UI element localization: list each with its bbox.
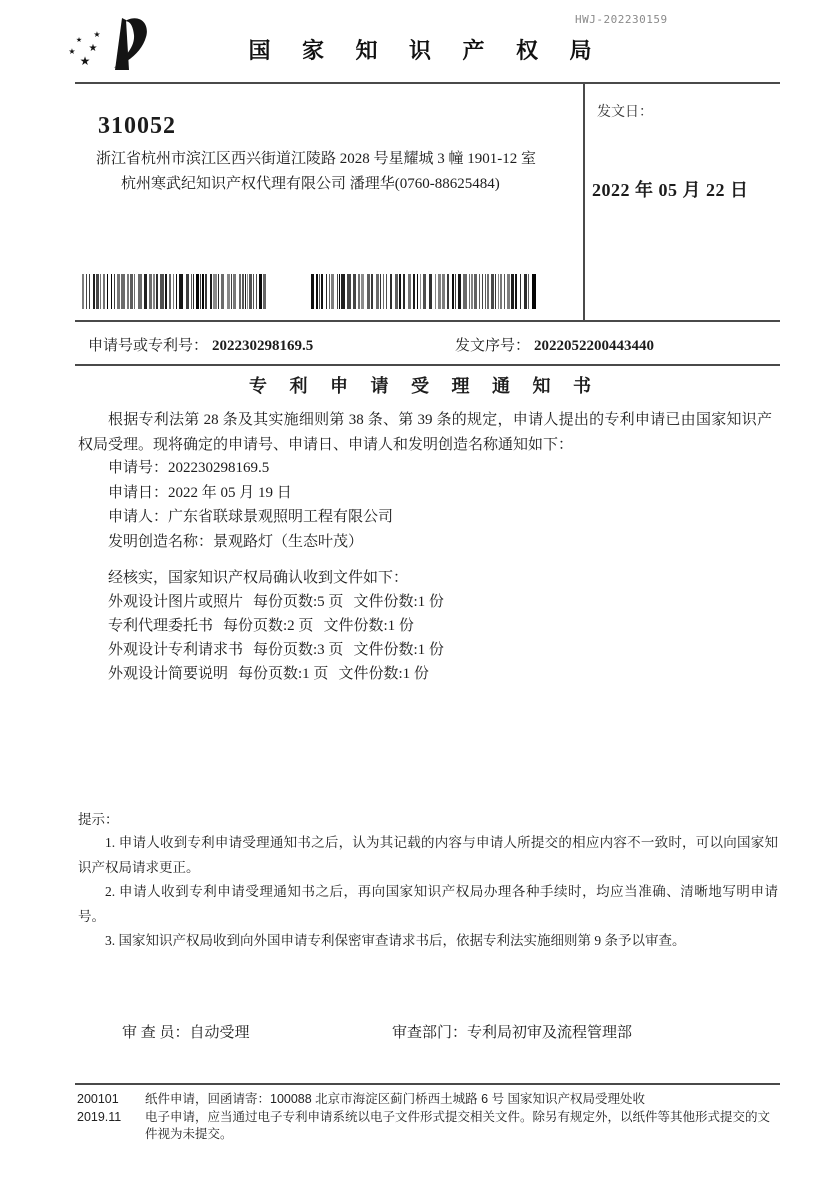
received-document-row <box>108 638 444 662</box>
footer-divider <box>75 1083 780 1085</box>
recipient-postal-code: 310052 <box>98 113 176 139</box>
department-label: 审查部门： <box>392 1025 468 1041</box>
received-documents-section <box>108 566 444 686</box>
document-name: 外观设计图片或照片 <box>108 594 244 610</box>
field-label: 申请号： <box>108 460 169 476</box>
tip-item-2: 2. 申请人收到专利申请受理通知书之后，再向国家知识产权局办理各种手续时，均应当准确、清晰地写明申请号。 <box>78 884 778 924</box>
document-copies: 文件份数:1 份 <box>353 594 444 610</box>
recipient-address-line2: 杭州寒武纪知识产权代理有限公司 潘理华(0760-88625484) <box>121 176 500 192</box>
date-box-divider <box>583 82 585 320</box>
footer-electronic-filing-line: 电子申请，应当通过电子专利申请系统以电子文件形式提交相关文件。除另有规定外，以纸件等其他形式提交的文件视为未提交。 <box>145 1109 771 1141</box>
field-application-date <box>108 481 393 506</box>
footer-form-date: 2019.11 <box>77 1109 122 1124</box>
field-value: 景观路灯（生态叶茂） <box>213 533 364 550</box>
field-value: 202230298169.5 <box>168 460 270 476</box>
svg-text:★: ★ <box>75 36 83 44</box>
svg-text:★: ★ <box>79 54 91 68</box>
document-copies: 文件份数:1 份 <box>323 618 414 634</box>
reference-divider <box>75 364 780 366</box>
field-invention-title <box>108 530 393 555</box>
dispatch-serial-value: 2022052200443440 <box>534 338 655 354</box>
document-reference-number: HWJ-202230159 <box>575 13 668 26</box>
dispatch-serial-label: 发文序号： <box>455 338 531 354</box>
application-number-value: 202230298169.5 <box>212 338 314 354</box>
footer-form-code: 200101 <box>77 1092 119 1106</box>
header-divider <box>75 82 780 84</box>
field-value: 广东省联球景观照明工程有限公司 <box>168 509 394 525</box>
field-application-number <box>108 456 393 481</box>
issue-date-label: 发文日： <box>597 105 653 120</box>
document-pages: 每份页数:2 页 <box>223 618 314 634</box>
document-pages: 每份页数:1 页 <box>238 666 329 682</box>
recipient-address-line1: 浙江省杭州市滨江区西兴街道江陵路 2028 号星耀城 3 幢 1901-12 室 <box>96 151 536 167</box>
field-label: 发明创造名称： <box>108 533 214 550</box>
document-pages: 每份页数:3 页 <box>253 642 344 658</box>
document-name: 外观设计简要说明 <box>108 666 229 682</box>
svg-text:★: ★ <box>68 47 76 56</box>
document-pages: 每份页数:5 页 <box>253 594 344 610</box>
department-value: 专利局初审及流程管理部 <box>467 1025 633 1041</box>
svg-text:★: ★ <box>88 43 98 54</box>
application-number-label: 申请号或专利号： <box>88 338 209 354</box>
received-document-row <box>108 662 444 686</box>
barcode-1 <box>82 274 270 309</box>
document-name: 外观设计专利请求书 <box>108 642 244 658</box>
notice-intro-paragraph: 根据专利法第 28 条及其实施细则第 38 条、第 39 条的规定，申请人提出的专利申请已由国家知识产权局受理。现将确定的申请号、申请日、申请人和发明创造名称通知如下： <box>78 412 772 453</box>
application-fields <box>108 456 393 554</box>
barcode-2 <box>311 274 538 309</box>
tip-item-1: 1. 申请人收到专利申请受理通知书之后，认为其记载的内容与申请人所提交的相应内容不一致时，可以向国家知识产权局请求更正。 <box>78 835 778 875</box>
examiner-value: 自动受理 <box>189 1025 250 1041</box>
field-value: 2022 年 05 月 19 日 <box>168 484 292 501</box>
agency-title: 国 家 知 识 产 权 局 <box>248 38 605 63</box>
tips-list <box>78 831 778 954</box>
dispatch-serial-row <box>455 334 654 355</box>
received-intro: 经核实，国家知识产权局确认收到文件如下： <box>108 570 409 586</box>
document-copies: 文件份数:1 份 <box>353 642 444 658</box>
department-row <box>392 1021 632 1042</box>
issue-date-value: 2022 年 05 月 22 日 <box>592 180 749 200</box>
received-document-row <box>108 590 444 614</box>
barcode-divider <box>75 320 780 322</box>
received-document-row <box>108 614 444 638</box>
tip-item-3: 3. 国家知识产权局收到向外国申请专利保密审查请求书后，依据专利法实施细则第 9 条予以审查。 <box>105 933 686 948</box>
field-label: 申请日： <box>108 484 169 501</box>
notice-title: 专 利 申 请 受 理 通 知 书 <box>249 376 600 396</box>
svg-text:★: ★ <box>93 30 101 39</box>
document-name: 专利代理委托书 <box>108 618 214 634</box>
footer-paper-filing-line: 纸件申请，回函请寄：100088 北京市海淀区蓟门桥西土城路 6 号 国家知识产权局受理处收 <box>145 1092 646 1106</box>
footer <box>77 1091 777 1144</box>
field-applicant <box>108 505 393 530</box>
examiner-label: 审 查 员： <box>122 1025 190 1041</box>
examiner-row <box>122 1021 250 1042</box>
footer-instructions <box>145 1091 770 1144</box>
application-number-row <box>88 334 313 355</box>
footer-form-codes <box>77 1091 145 1144</box>
field-label: 申请人： <box>108 509 169 525</box>
document-copies: 文件份数:1 份 <box>338 666 429 682</box>
tips-label: 提示： <box>78 812 119 827</box>
